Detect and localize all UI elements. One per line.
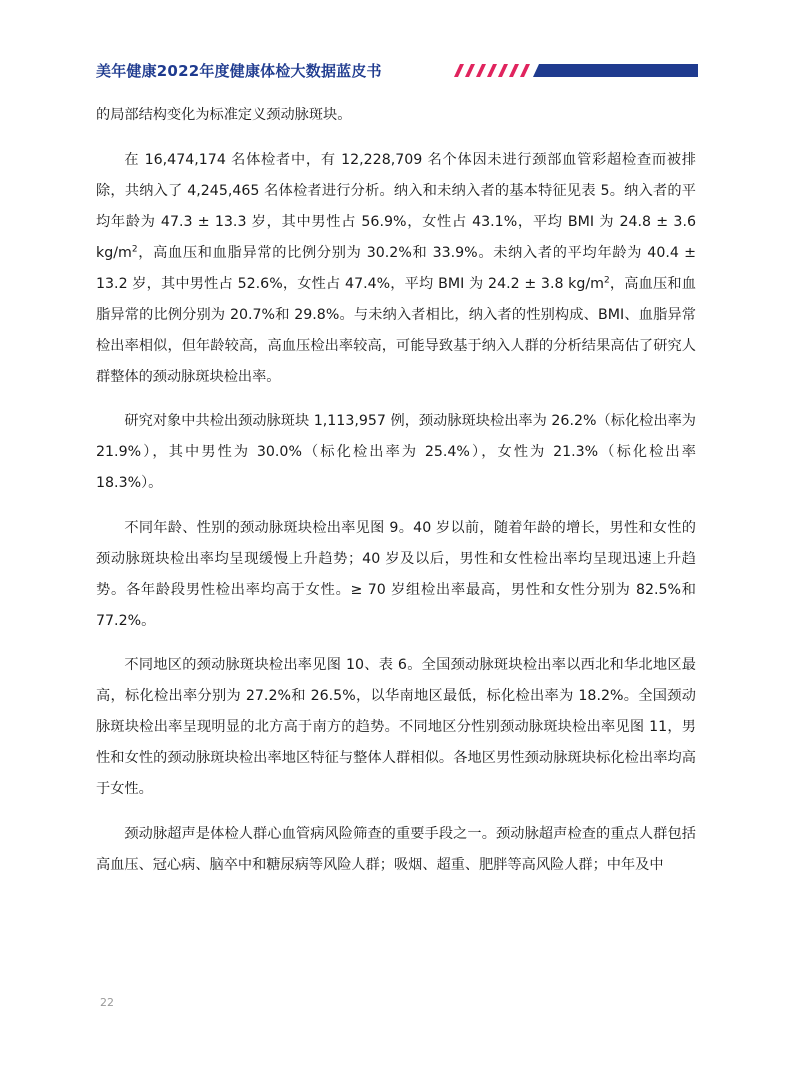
paragraph-text: ，高血压和血脂异常的比例分别为 20.7%和 29.8%。与未纳入者相比，纳入者的性别构成、BMI、血脂异常检出率相似，但年龄较高，高血压检出率较高，可能导致基于纳入人群的分析结果高估了研究人群整体的颈动脉斑块检出率。 <box>96 275 696 385</box>
page-header <box>96 58 698 84</box>
body-paragraph <box>96 650 696 805</box>
header-blue-band <box>533 64 698 77</box>
paragraph-text: 颈动脉超声是体检人群心血管病风险筛查的重要手段之一。颈动脉超声检查的重点人群包括高血压、冠心病、脑卒中和糖尿病等风险人群；吸烟、超重、肥胖等高风险人群；中年及中 <box>96 825 696 873</box>
paragraph-text: ，高血压和血脂异常的比例分别为 30.2%和 33.9%。未纳入者的平均年龄为 40.4 ± 13.2 岁，其中男性占 52.6%，女性占 47.4%，平均 BMI 为 24.2 ± 3.8 kg/m <box>96 244 696 292</box>
header-title: 美年健康2022年度健康体检大数据蓝皮书 <box>96 62 382 80</box>
header-pink-stripes <box>454 64 530 77</box>
header-stripe-decoration <box>450 64 698 77</box>
superscript: 2 <box>604 274 610 285</box>
paragraph-text: 的局部结构变化为标准定义颈动脉斑块。 <box>96 107 352 123</box>
paragraph-text: 在 16,474,174 名体检者中，有 12,228,709 名个体因未进行颈部血管彩超检查而被排除，共纳入了 4,245,465 名体检者进行分析。纳入和未纳入者的基本特征见表 5。纳入者的平均年龄为 47.3 ± 13.3 岁，其中男性占 56.9%，女性占 43.1%，平均 BMI 为 24.8 ± 3.6 kg/m <box>96 151 696 261</box>
page-number: 22 <box>100 996 114 1009</box>
superscript: 2 <box>131 243 138 254</box>
body-text <box>96 100 696 894</box>
body-paragraph <box>96 513 696 637</box>
body-paragraph <box>96 406 696 499</box>
body-paragraph <box>96 100 696 131</box>
paragraph-text: 研究对象中共检出颈动脉斑块 1,113,957 例，颈动脉斑块检出率为 26.2%（标化检出率为 21.9%），其中男性为 30.0%（标化检出率为 25.4%），女性为 21.3%（标化检出率 18.3%）。 <box>96 413 696 491</box>
paragraph-text: 不同年龄、性别的颈动脉斑块检出率见图 9。40 岁以前，随着年龄的增长，男性和女性的颈动脉斑块检出率均呈现缓慢上升趋势；40 岁及以后，男性和女性检出率均呈现迅速上升趋势。各年龄段男性检出率均高于女性。≥ 70 岁组检出率最高，男性和女性分别为 82.5%和 77.2%。 <box>96 519 696 629</box>
body-paragraph <box>96 145 696 393</box>
paragraph-text: 不同地区的颈动脉斑块检出率见图 10、表 6。全国颈动脉斑块检出率以西北和华北地区最高，标化检出率分别为 27.2%和 26.5%，以华南地区最低，标化检出率为 18.2%。全国颈动脉斑块检出率呈现明显的北方高于南方的趋势。不同地区分性别颈动脉斑块检出率见图 11，男性和女性的颈动脉斑块检出率地区特征与整体人群相似。各地区男性颈动脉斑块标化检出率均高于女性。 <box>96 657 696 797</box>
body-paragraph <box>96 819 696 881</box>
